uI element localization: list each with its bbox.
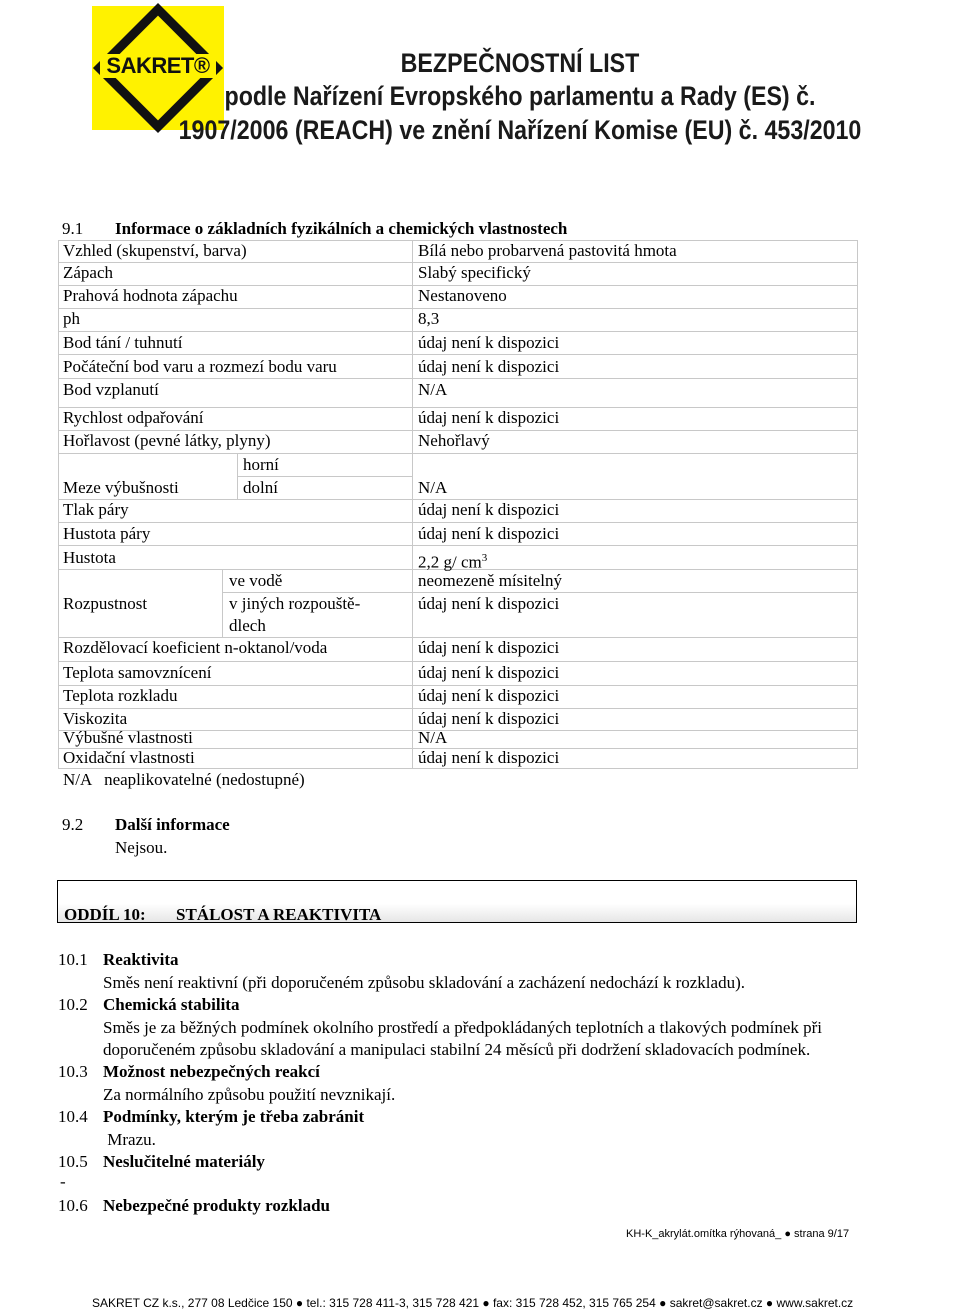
rozpustnost-voda-value: neomezeně mísitelný	[418, 571, 562, 590]
row-value: Nehořlavý	[418, 431, 490, 450]
meze-label: Meze výbušnosti	[63, 478, 179, 497]
doc-title: BEZPEČNOSTNÍ LIST	[400, 48, 640, 78]
subsection-title: Možnost nebezpečných reakcí	[103, 1062, 320, 1081]
rozpustnost-jine: v jiných rozpouště-	[229, 594, 361, 613]
section-label: ODDÍL 10:	[64, 905, 146, 924]
hustota-value: 2,2 g/ $cm^3$	[418, 552, 488, 572]
row-label: Bod tání / tuhnutí	[63, 333, 183, 352]
subsection-title: Reaktivita	[103, 950, 179, 969]
row-value: Nestanoveno	[418, 286, 507, 305]
logo-text: SAKRET®	[100, 54, 216, 78]
row-value: údaj není k dispozici	[418, 524, 560, 543]
row-value: N/A	[418, 380, 448, 399]
row-label: Viskozita	[63, 709, 128, 728]
subsection-number: 10.6	[58, 1196, 88, 1215]
subsection-title: Neslučitelné materiály	[103, 1152, 265, 1171]
na-note: N/A neaplikovatelné (nedostupné)	[63, 770, 305, 789]
row-label: Výbušné vlastnosti	[63, 728, 193, 747]
section-text: Nejsou.	[115, 838, 168, 857]
row-value: N/A	[418, 728, 448, 747]
row-label: Tlak páry	[63, 500, 129, 519]
meze-value: N/A	[418, 478, 448, 497]
row-value: 8,3	[418, 309, 440, 328]
row-value: Slabý specifický	[418, 263, 531, 282]
section-heading: Informace o základních fyzikálních a chemických vlastnostech	[115, 219, 568, 238]
rozpustnost-jine-cont: dlech	[229, 616, 266, 635]
meze-dolni: dolní	[243, 478, 278, 497]
section-10-header	[57, 880, 857, 923]
row-label: Vzhled (skupenství, barva)	[63, 241, 247, 260]
row-value: údaj není k dispozici	[418, 408, 560, 427]
row-label: ph	[63, 309, 80, 328]
dash: -	[60, 1172, 66, 1191]
row-value: Bílá nebo probarvená pastovitá hmota	[418, 241, 677, 260]
row-label: Rozdělovací koeficient n-oktanol/voda	[63, 638, 328, 657]
row-label: Rychlost odpařování	[63, 408, 204, 427]
row-value: údaj není k dispozici	[418, 748, 560, 767]
doc-subtitle-1: podle Nařízení Evropského parlamentu a Rady (ES) č.	[224, 81, 816, 111]
subsection-number: 10.3	[58, 1062, 88, 1081]
row-value: údaj není k dispozici	[418, 686, 560, 705]
row-label: Teplota rozkladu	[63, 686, 178, 705]
row-label: Prahová hodnota zápachu	[63, 286, 238, 305]
subsection-title: Chemická stabilita	[103, 995, 240, 1014]
row-label: Hořlavost (pevné látky, plyny)	[63, 431, 271, 450]
subsection-number: 10.4	[58, 1107, 88, 1126]
section-number: 9.1	[62, 219, 84, 238]
row-value: údaj není k dispozici	[418, 709, 560, 728]
subsection-text: Směs je za běžných podmínek okolního prostředí a předpokládaných teplotních a tlakových podmínek při	[103, 1018, 823, 1037]
row-label: Teplota samovznícení	[63, 663, 212, 682]
page-footer-doc: KH-K_akrylát.omítka rýhovaná_ ● strana 9/17	[626, 1228, 850, 1240]
subsection-title: Nebezpečné produkty rozkladu	[103, 1196, 331, 1215]
hustota-label: Hustota	[63, 548, 116, 567]
row-label: Oxidační vlastnosti	[63, 748, 195, 767]
subsection-number: 10.1	[58, 950, 88, 969]
rozpustnost-voda: ve vodě	[229, 571, 283, 590]
rozpustnost-label: Rozpustnost	[63, 594, 148, 613]
subsection-text: doporučeném způsobu skladování a manipulaci stabilní 24 měsíců při dodržení skladovacích podmínek.	[103, 1040, 811, 1059]
row-label: Bod vzplanutí	[63, 380, 159, 399]
row-label: Hustota páry	[63, 524, 151, 543]
subsection-title: Podmínky, kterým je třeba zabránit	[103, 1107, 365, 1126]
row-value: údaj není k dispozici	[418, 333, 560, 352]
row-value: údaj není k dispozici	[418, 638, 560, 657]
section-heading: Další informace	[115, 815, 230, 834]
subsection-number: 10.2	[58, 995, 88, 1014]
row-value: údaj není k dispozici	[418, 500, 560, 519]
subsection-text: Za normálního způsobu použití nevznikají.	[103, 1085, 396, 1104]
section-number: 9.2	[62, 815, 84, 834]
section-title: STÁLOST A REAKTIVITA	[176, 905, 382, 924]
meze-horni: horní	[243, 455, 279, 474]
subsection-text: Mrazu.	[103, 1130, 156, 1149]
subsection-number: 10.5	[58, 1152, 88, 1171]
rozpustnost-jine-value: údaj není k dispozici	[418, 594, 560, 613]
doc-subtitle-2: 1907/2006 (REACH) ve znění Nařízení Komise (EU) č. 453/2010	[178, 115, 862, 145]
row-value: údaj není k dispozici	[418, 357, 560, 376]
company-footer: SAKRET CZ k.s., 277 08 Ledčice 150 ● tel.: 315 728 411-3, 315 728 421 ● fax: 315 728 452, 315 765 254 ● sakret@sakret.cz ● www.sakret.cz	[92, 1296, 854, 1310]
subsection-text: Směs není reaktivní (při doporučeném způsobu skladování a zacházení nedochází k rozkladu).	[103, 973, 745, 992]
row-label: Zápach	[63, 263, 114, 282]
row-label: Počáteční bod varu a rozmezí bodu varu	[63, 357, 337, 376]
row-value: údaj není k dispozici	[418, 663, 560, 682]
